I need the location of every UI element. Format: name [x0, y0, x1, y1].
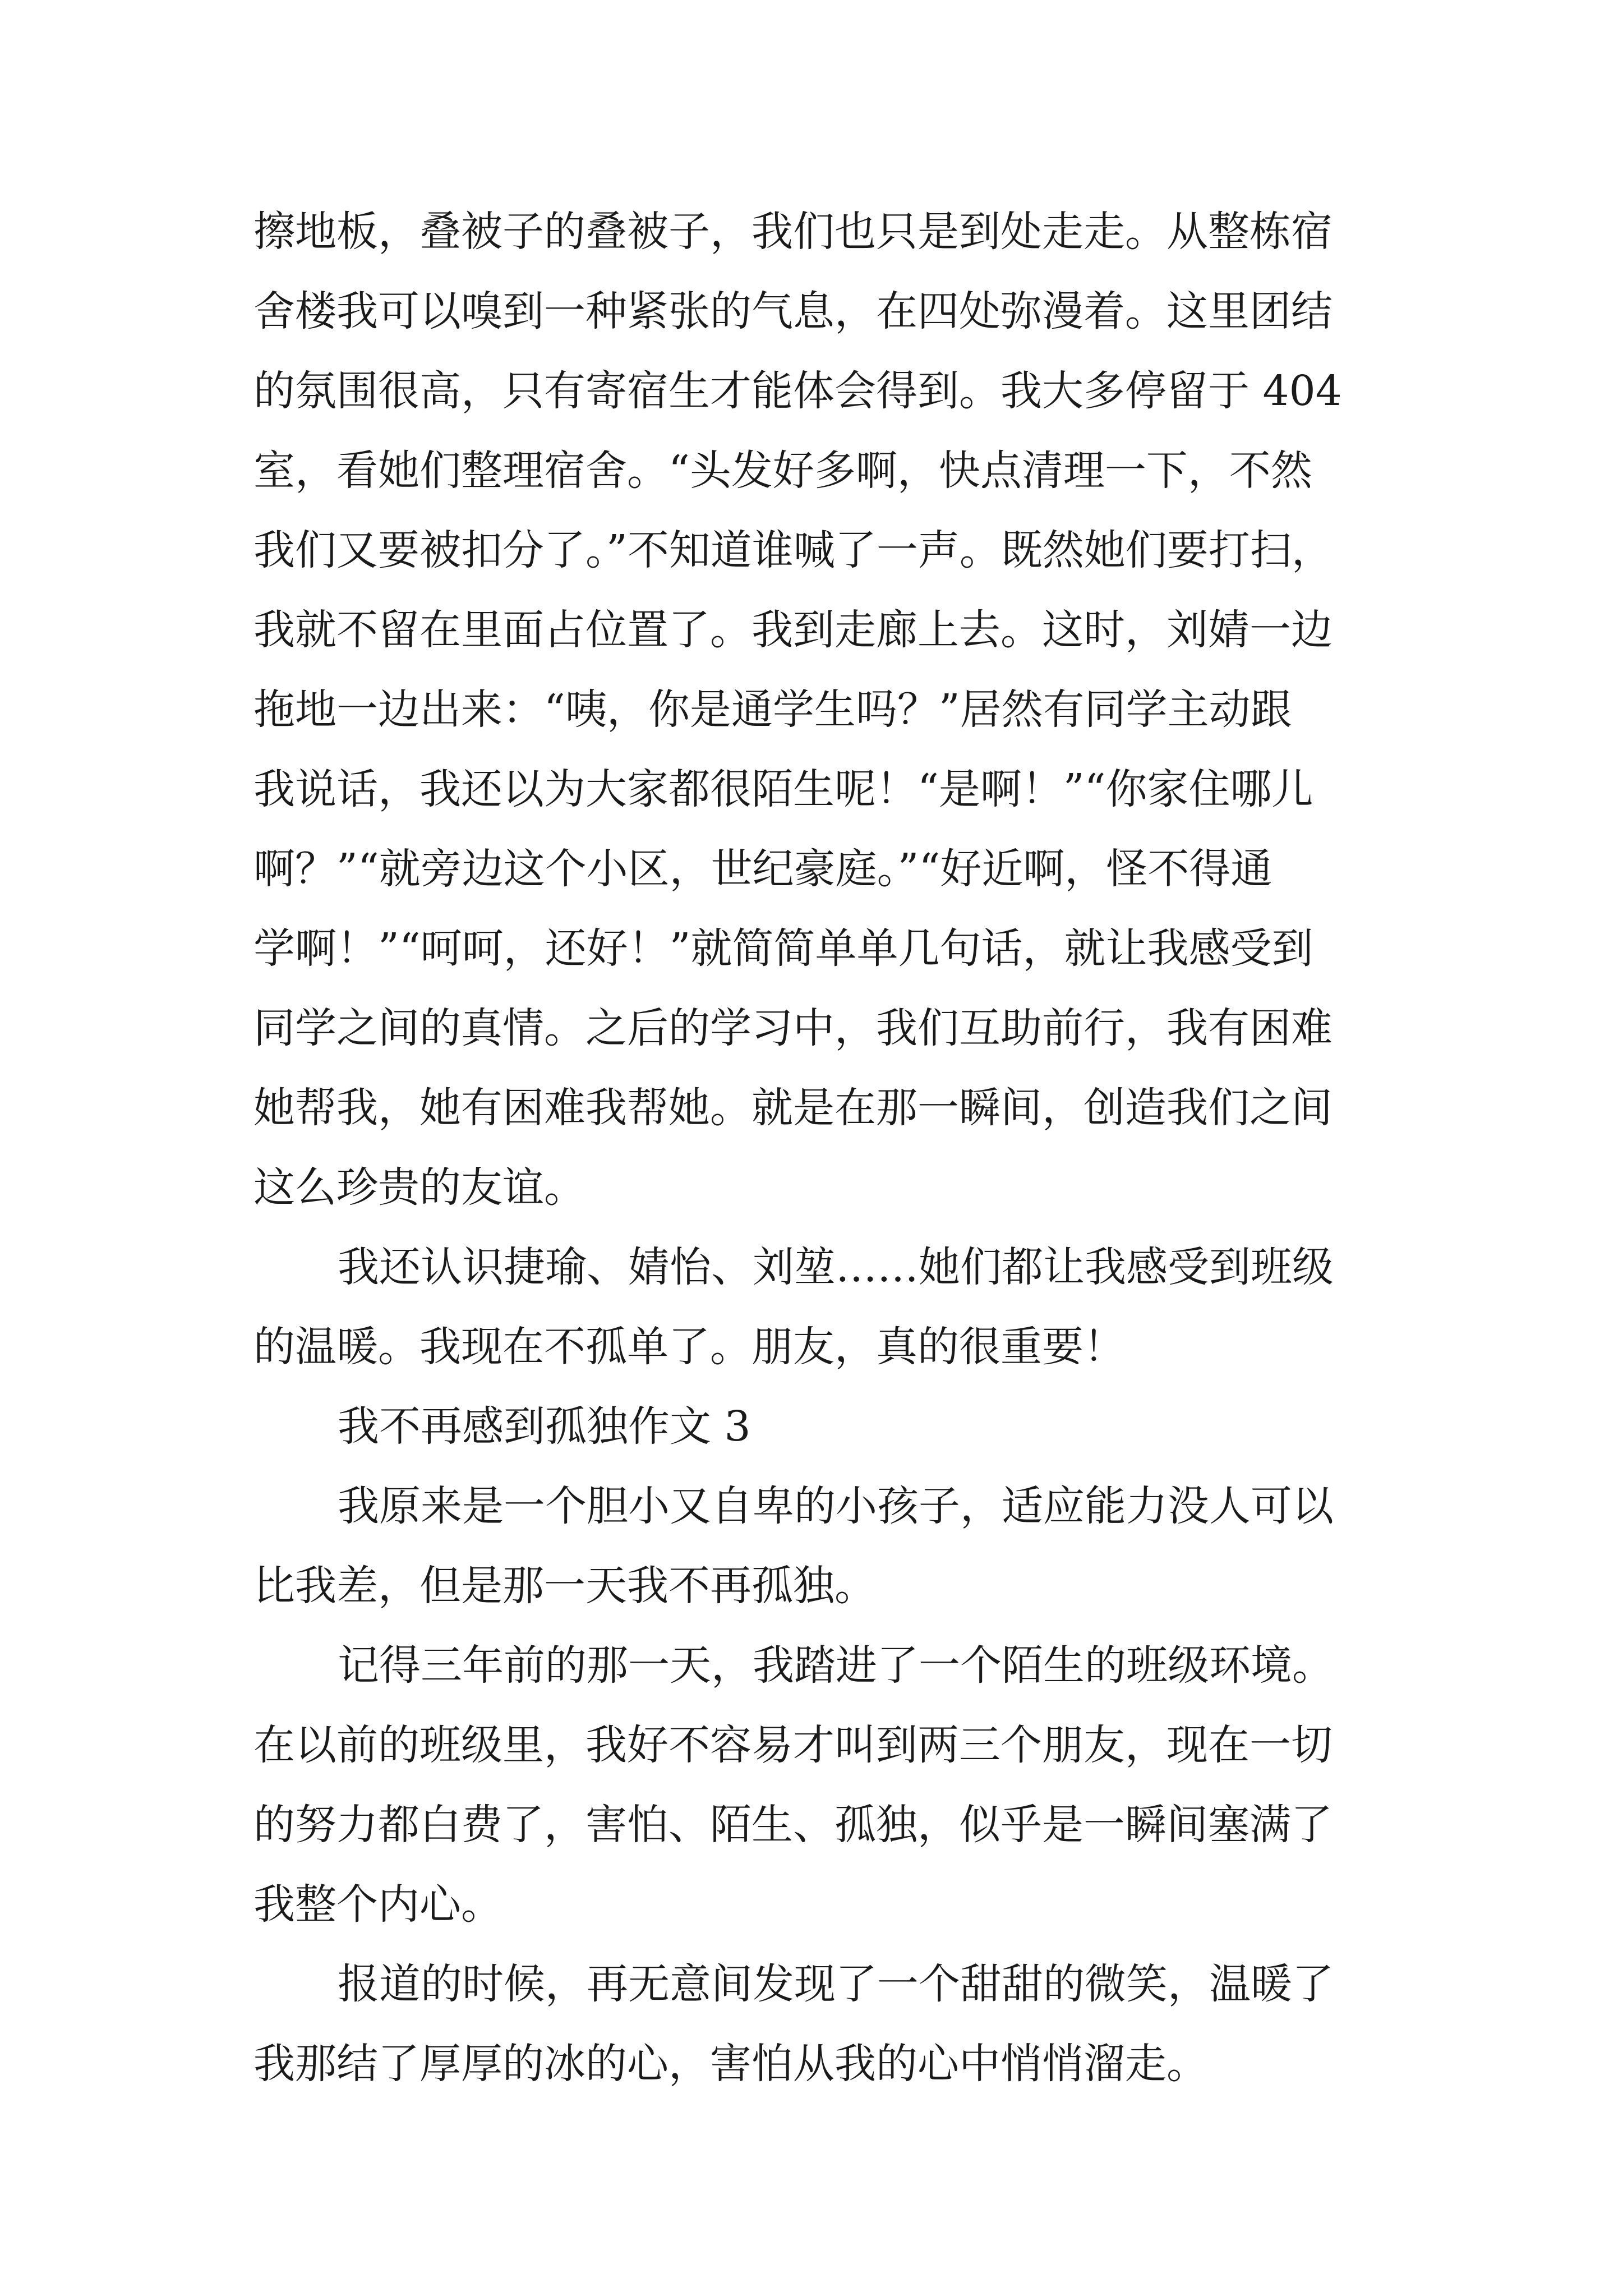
paragraph-start-line: 我还认识捷瑜、婧怡、刘堃……她们都让我感受到班级	[338, 1243, 1334, 1291]
paragraph-start-line: 报道的时候，再无意间发现了一个甜甜的微笑，温暖了	[338, 1960, 1334, 2008]
text-line: 擦地板，叠被子的叠被子，我们也只是到处走走。从整栋宿	[253, 208, 1332, 256]
document-body	[253, 192, 1431, 2104]
text-line: 她帮我，她有困难我帮她。就是在那一瞬间，创造我们之间	[253, 1084, 1332, 1132]
text-line: 舍楼我可以嗅到一种紧张的气息，在四处弥漫着。这里团结	[253, 287, 1332, 335]
text-line: 这么珍贵的友谊。	[253, 1163, 585, 1212]
section-heading: 我不再感到孤独作文 3	[338, 1402, 751, 1451]
text-line: 拖地一边出来：“咦，你是通学生吗？”居然有同学主动跟	[253, 685, 1292, 734]
text-line: 我就不留在里面占位置了。我到走廊上去。这时，刘婧一边	[253, 606, 1332, 654]
text-line: 我整个内心。	[253, 1880, 502, 1929]
text-line: 同学之间的真情。之后的学习中，我们互助前行，我有困难	[253, 1004, 1332, 1052]
text-line: 我那结了厚厚的冰的心，害怕从我的心中悄悄溜走。	[253, 2040, 1208, 2088]
text-line: 啊？”“就旁边这个小区，世纪豪庭。”“好近啊，怪不得通	[253, 845, 1272, 893]
paragraph-start-line: 记得三年前的那一天，我踏进了一个陌生的班级环境。	[338, 1641, 1334, 1690]
paragraph-start-line: 我原来是一个胆小又自卑的小孩子，适应能力没人可以	[338, 1482, 1334, 1530]
text-line: 比我差，但是那一天我不再孤独。	[253, 1562, 876, 1610]
text-line: 在以前的班级里，我好不容易才叫到两三个朋友，现在一切	[253, 1721, 1332, 1769]
text-line: 我说话，我还以为大家都很陌生呢！“是啊！”“你家住哪儿	[253, 765, 1313, 813]
text-line: 学啊！”“呵呵，还好！”就简简单单几句话，就让我感受到	[253, 924, 1313, 973]
text-line: 室，看她们整理宿舍。“头发好多啊，快点清理一下，不然	[253, 447, 1312, 495]
text-line: 我们又要被扣分了。”不知道谁喊了一声。既然她们要打扫，	[253, 526, 1333, 574]
text-line: 的氛围很高，只有寄宿生才能体会得到。我大多停留于 404	[253, 367, 1342, 415]
text-line: 的温暖。我现在不孤单了。朋友，真的很重要！	[253, 1323, 1125, 1371]
text-line: 的努力都白费了，害怕、陌生、孤独，似乎是一瞬间塞满了	[253, 1801, 1332, 1849]
